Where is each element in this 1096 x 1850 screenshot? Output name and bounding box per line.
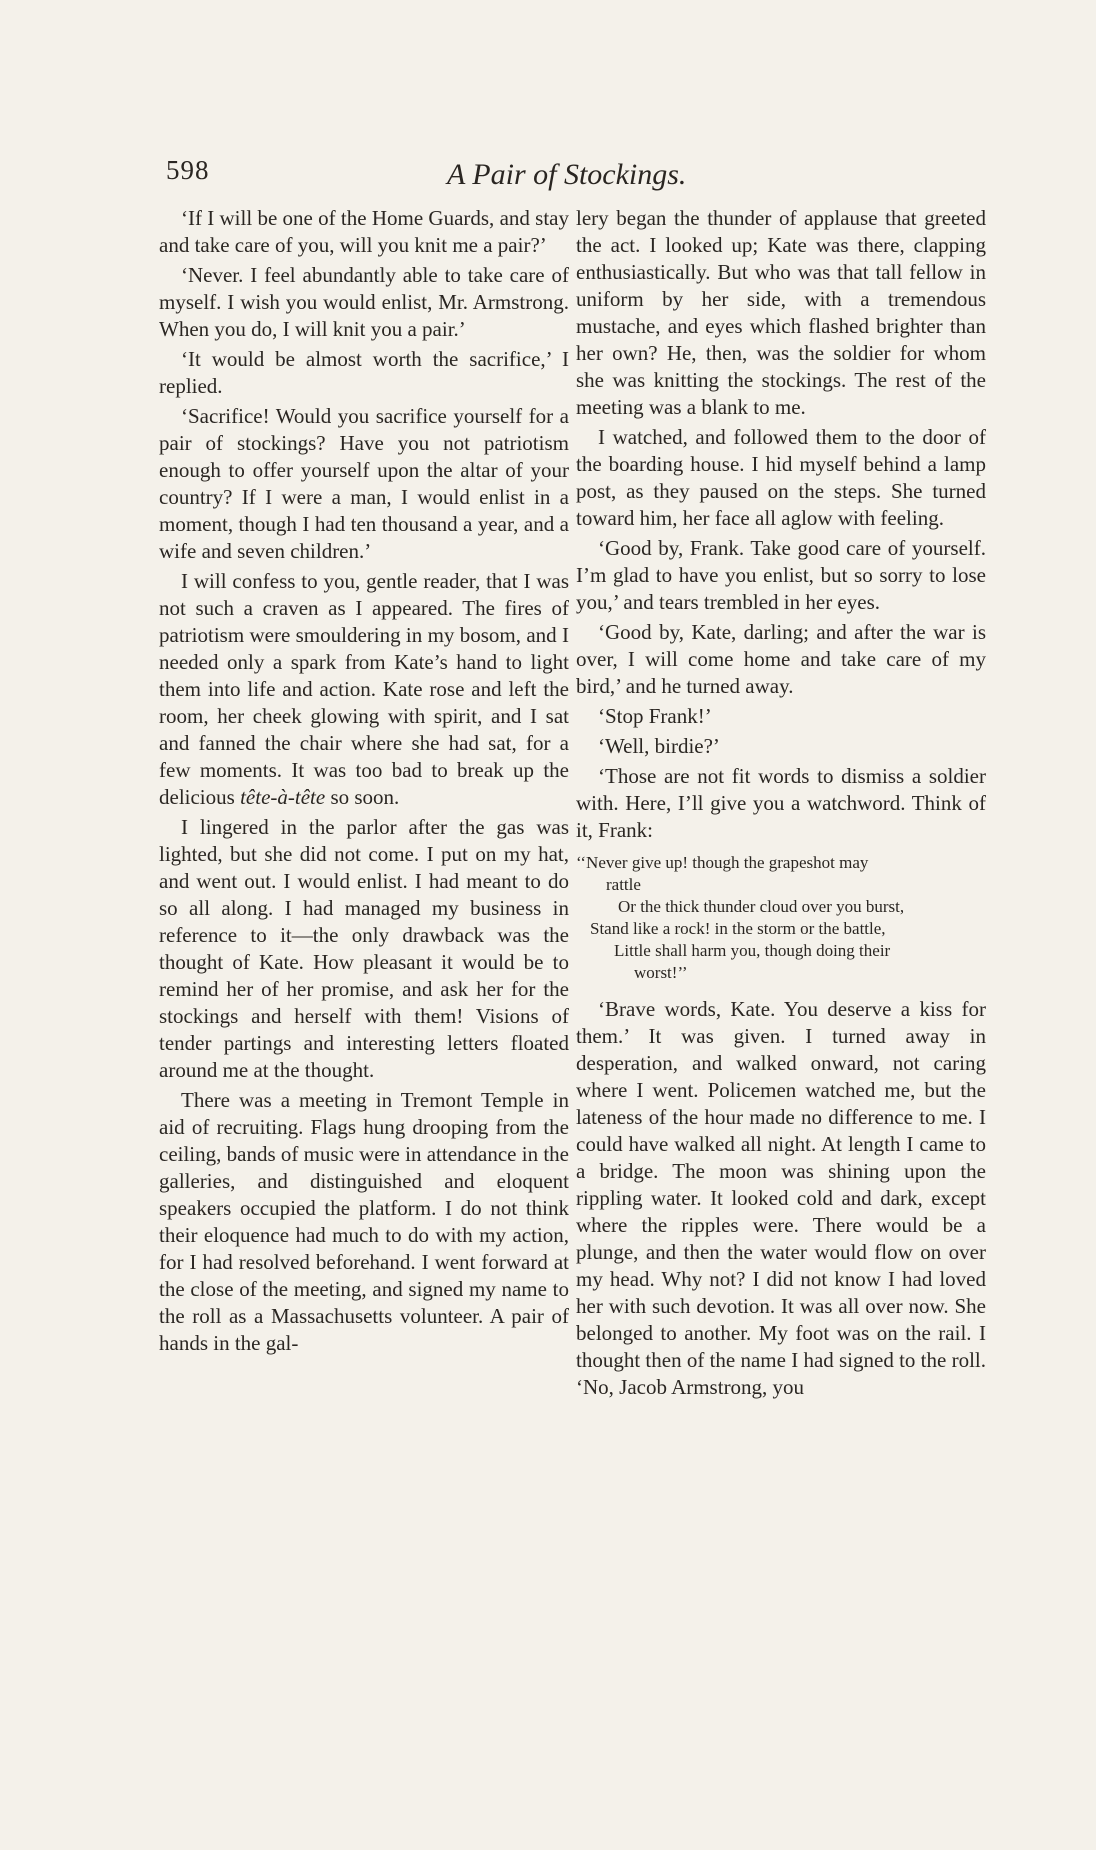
- poem-line: ‘‘Never give up! though the grapeshot may: [576, 853, 869, 872]
- paragraph: ‘Brave words, Kate. You deserve a kiss for them.’ It was given. I turned away in desperation, and walked onward, not caring where I went. Policemen watched me, but the lateness of the hour made no difference to me. I could have walked all night. At length I came to a bridge. The moon was shining upon the rippling water. It looked cold and dark, except where the ripples were. There would be a plunge, and then the water would flow on over my head. Why not? I did not know I had loved her with such devotion. It was all over now. She belonged to another. My foot was on the rail. I thought then of the name I had signed to the roll. ‘No, Jacob Armstrong, you: [576, 997, 986, 1399]
- poem-line: worst!’’: [634, 963, 688, 982]
- paragraph: ‘Good by, Frank. Take good care of yourself. I’m glad to have you enlist, but so sorry to lose you,’ and tears trembled in her eyes.: [576, 536, 986, 614]
- paragraph: lery began the thunder of applause that greeted the act. I looked up; Kate was there, clapping enthusiastically. But who was that tall fellow in uniform by her side, with a tremendous mustache, and eyes which flashed brighter than her own? He, then, was the soldier for whom she was knitting the stockings. The rest of the meeting was a blank to me.: [576, 206, 986, 419]
- paragraph: ‘It would be almost worth the sacrifice,’ I replied.: [159, 347, 569, 398]
- paragraph: There was a meeting in Tremont Temple in aid of recruiting. Flags hung drooping from the ceiling, bands of music were in attendance in the galleries, and distinguished and eloquent speakers occupied the platform. I do not think their eloquence had much to do with my action, for I had resolved beforehand. I went forward at the close of the meeting, and signed my name to the roll as a Massachusetts volunteer. A pair of hands in the gal-: [159, 1088, 569, 1355]
- paragraph: ‘Those are not fit words to dismiss a soldier with. Here, I’ll give you a watchword. Think of it, Frank:: [576, 764, 986, 842]
- paragraph: I watched, and followed them to the door of the boarding house. I hid myself behind a lamp post, as they paused on the steps. She turned toward him, her face all aglow with feeling.: [576, 425, 986, 530]
- paragraph: ‘Stop Frank!’: [598, 704, 712, 728]
- poem-line: rattle: [606, 875, 641, 894]
- paragraph-text: I will confess to you, gentle reader, that I was not such a craven as I appeared. The fires of patriotism were smouldering in my bosom, and I needed only a spark from Kate’s hand to light them into life and action. Kate rose and left the room, her cheek glowing with spirit, and I sat and fanned the chair where she had sat, for a few moments. It was too bad to break up the delicious: [159, 569, 569, 809]
- paragraph: ‘Never. I feel abundantly able to take care of myself. I wish you would enlist, Mr. Armstrong. When you do, I will knit you a pair.’: [159, 263, 569, 341]
- paragraph: I lingered in the parlor after the gas was lighted, but she did not come. I put on my hat, and went out. I would enlist. I had meant to do so all along. I had managed my business in reference to it—the only drawback was the thought of Kate. How pleasant it would be to remind her of her promise, and ask her for the stockings and herself with them! Visions of tender partings and interesting letters floated around me at the thought.: [159, 815, 569, 1082]
- paragraph: ‘Well, birdie?’: [598, 734, 720, 758]
- left-column: [159, 205, 569, 1360]
- paragraph: ‘Good by, Kate, darling; and after the war is over, I will come home and take care of my bird,’ and he turned away.: [576, 620, 986, 698]
- paragraph: ‘If I will be one of the Home Guards, and stay and take care of you, will you knit me a pair?’: [159, 206, 569, 257]
- italic-phrase: tête-à-tête: [240, 785, 326, 809]
- paragraph: [159, 568, 569, 811]
- poem-line: Stand like a rock! in the storm or the battle,: [590, 919, 886, 938]
- poem: [576, 852, 986, 984]
- paragraph: ‘Sacrifice! Would you sacrifice yourself for a pair of stockings? Have you not patriotism enough to offer yourself upon the altar of your country? If I were a man, I would enlist in a moment, though I had ten thousand a year, and a wife and seven children.’: [159, 404, 569, 563]
- paragraph-text: so soon.: [330, 785, 400, 809]
- running-title: A Pair of Stockings.: [447, 158, 687, 191]
- right-column: [576, 205, 986, 1404]
- page-number: 598: [166, 155, 210, 185]
- poem-line: Little shall harm you, though doing their: [614, 941, 891, 960]
- poem-line: Or the thick thunder cloud over you burst,: [618, 897, 905, 916]
